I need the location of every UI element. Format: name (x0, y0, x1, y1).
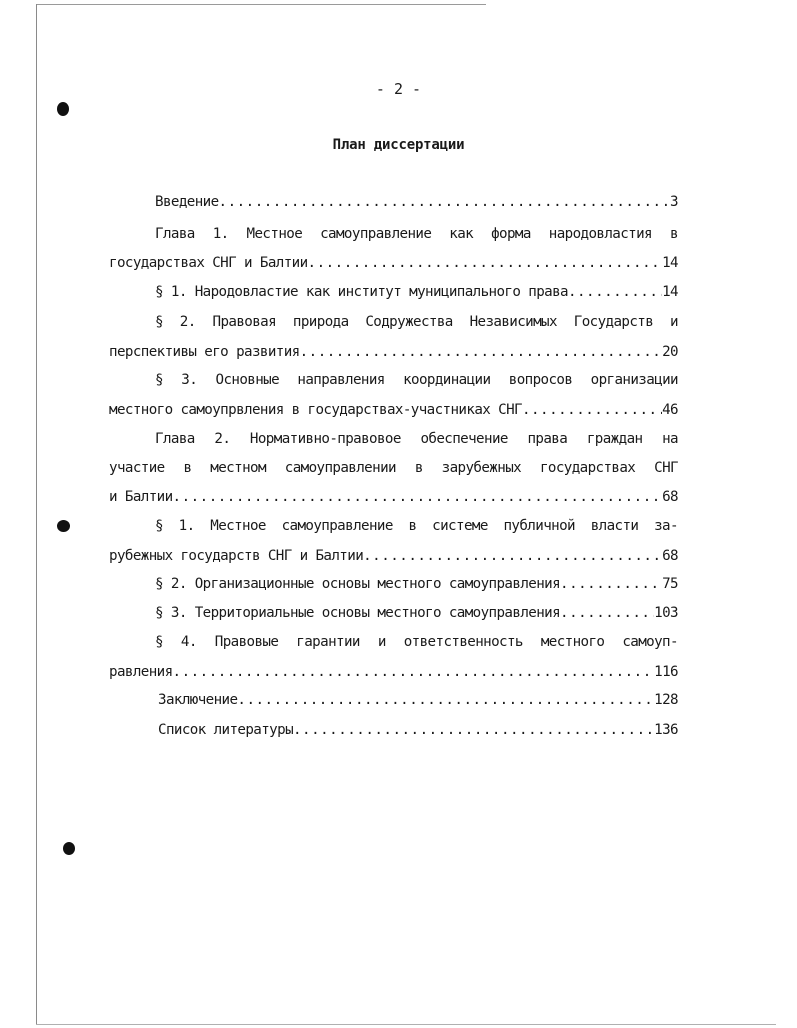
word: 2. (179, 314, 196, 330)
word: самоуправлении (284, 460, 396, 476)
toc-chapter-2-title[interactable] (155, 429, 678, 449)
word: и (377, 634, 386, 650)
leader-dots (237, 690, 654, 710)
word: 1. (212, 226, 229, 242)
toc-page-number: 68 (662, 489, 678, 505)
word: системе (432, 518, 488, 534)
toc-page-number: 116 (654, 664, 678, 680)
word: Основные (215, 372, 280, 388)
word: гарантии (296, 634, 360, 650)
word: самоуп- (622, 634, 678, 650)
toc-entry-title: § 1. Народовластие как институт муниципального права (155, 284, 568, 300)
word: обеспечение (420, 431, 508, 447)
word: и (670, 314, 678, 330)
leader-dots (522, 400, 662, 420)
toc-ch1-section-3-cont[interactable] (109, 400, 678, 420)
word: 1. (178, 518, 195, 534)
word: Нормативно-правовое (249, 431, 401, 447)
word: Местное (210, 518, 266, 534)
toc-page-number: 103 (654, 605, 678, 621)
toc-entry-title: рубежных государств СНГ и Балтии (109, 548, 364, 564)
toc-page-number: 14 (662, 255, 678, 271)
toc-page-number: 75 (662, 576, 678, 592)
word: за- (654, 518, 678, 534)
toc-ch1-section-1[interactable] (155, 282, 678, 302)
word: 3. (181, 372, 198, 388)
leader-dots (363, 546, 662, 566)
leader-dots (300, 342, 663, 362)
toc-entry-references[interactable] (158, 720, 678, 740)
word: § (155, 372, 163, 388)
toc-page-number: 136 (654, 722, 678, 738)
toc-entry-title: перспективы его развития (109, 344, 300, 360)
word: Глава (155, 226, 195, 242)
word: на (662, 431, 678, 447)
word: власти (590, 518, 639, 534)
word: § (155, 518, 163, 534)
word: направления (297, 372, 385, 388)
word: Правовая (212, 314, 277, 330)
leader-dots (560, 603, 654, 623)
toc-entry-title: Введение (155, 194, 219, 210)
toc-entry-title: § 3. Территориальные основы местного самоуправления (155, 605, 561, 621)
toc-ch1-section-3[interactable] (155, 370, 678, 390)
binding-hole-mark (63, 842, 75, 855)
word: как (449, 226, 474, 242)
leader-dots (568, 282, 662, 302)
page-top-edge (36, 4, 486, 5)
toc-page-number: 14 (662, 284, 678, 300)
word: 2. (214, 431, 231, 447)
toc-chapter-1-title[interactable] (155, 224, 678, 244)
toc-entry-title: Список литературы (158, 722, 294, 738)
word: в (183, 460, 192, 476)
toc-chapter-1-title-cont[interactable] (109, 253, 678, 273)
toc-entry-title: государствах СНГ и Балтии (109, 255, 308, 271)
leader-dots (293, 720, 654, 740)
word: народовластия (548, 226, 652, 242)
word: координации (403, 372, 491, 388)
toc-ch2-section-2[interactable] (155, 574, 678, 594)
word: публичной (503, 518, 575, 534)
word: 4. (180, 634, 197, 650)
word: вопросов (508, 372, 573, 388)
word: самоуправление (281, 518, 393, 534)
toc-ch2-section-3[interactable] (155, 603, 678, 623)
word: § (155, 634, 163, 650)
word: § (155, 314, 163, 330)
word: зарубежных (441, 460, 522, 476)
word: государствах (539, 460, 636, 476)
toc-entry-title: Заключение (158, 692, 238, 708)
leader-dots (308, 253, 663, 273)
word: Содружества (365, 314, 453, 330)
toc-page-number: 20 (662, 344, 678, 360)
toc-entry-introduction[interactable] (155, 192, 678, 212)
word: самоуправление (320, 226, 432, 242)
word: граждан (586, 431, 643, 447)
toc-page-number: 3 (670, 194, 678, 210)
word: Независимых (469, 314, 557, 330)
toc-entry-title: § 2. Организационные основы местного самоуправления (155, 576, 561, 592)
word: Государств (573, 314, 654, 330)
toc-chapter-2-title-cont[interactable] (109, 458, 678, 478)
toc-ch2-section-1[interactable] (155, 516, 678, 536)
page-bottom-edge (36, 1024, 776, 1025)
toc-ch2-section-4-cont[interactable] (109, 662, 678, 682)
toc-ch2-section-1-cont[interactable] (109, 546, 678, 566)
word: местного (540, 634, 605, 650)
leader-dots (219, 192, 671, 212)
binding-hole-mark (57, 520, 70, 532)
binding-hole-mark (57, 102, 69, 116)
toc-ch1-section-2-cont[interactable] (109, 342, 678, 362)
toc-page-number: 128 (654, 692, 678, 708)
page-title: План диссертации (332, 137, 465, 153)
page-left-edge (36, 4, 37, 1024)
toc-page-number: 46 (662, 402, 678, 418)
leader-dots (173, 487, 663, 507)
leader-dots (560, 574, 662, 594)
word: права (527, 431, 568, 447)
toc-entry-title: равления (109, 664, 173, 680)
word: СНГ (654, 460, 678, 476)
word: в (408, 518, 417, 534)
word: ответственность (403, 634, 523, 650)
toc-page-number: 68 (662, 548, 678, 564)
word: в (669, 226, 678, 242)
word: природа (292, 314, 349, 330)
toc-entry-title: местного самоупрвления в государствах-участниках СНГ (109, 402, 522, 418)
word: организации (590, 372, 678, 388)
word: Местное (246, 226, 303, 242)
page-number: - 2 - (375, 80, 422, 98)
toc-ch1-section-2[interactable] (155, 312, 678, 332)
toc-chapter-2-title-end[interactable] (109, 487, 678, 507)
toc-ch2-section-4[interactable] (155, 632, 678, 652)
word: форма (491, 226, 531, 242)
word: Правовые (214, 634, 279, 650)
word: в (414, 460, 423, 476)
word: участие (109, 460, 165, 476)
leader-dots (173, 662, 655, 682)
word: Глава (155, 431, 195, 447)
word: местном (210, 460, 266, 476)
toc-entry-title: и Балтии (109, 489, 173, 505)
toc-entry-conclusion[interactable] (158, 690, 678, 710)
